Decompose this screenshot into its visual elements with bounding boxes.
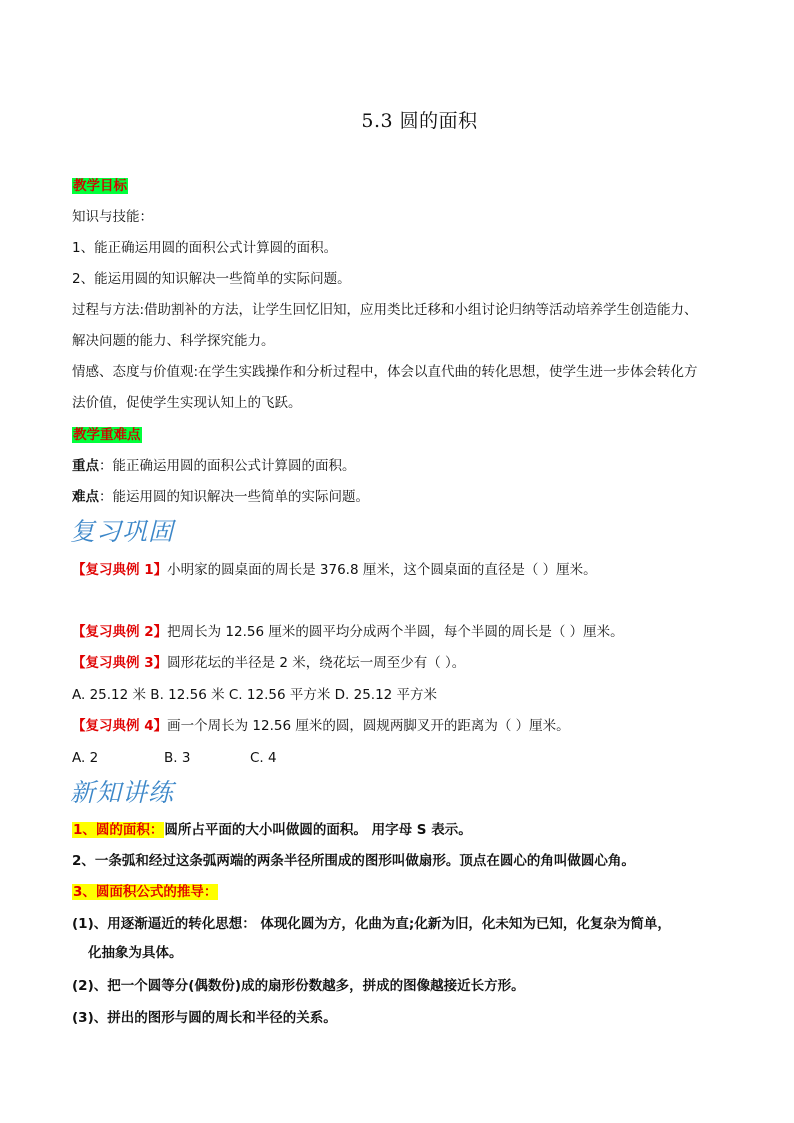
new-point-3-label: 3、圆面积公式的推导：	[73, 884, 218, 900]
hard-point-label: 难点	[72, 489, 99, 505]
process-line-2: 解决问题的能力、科学探究能力。	[72, 333, 275, 349]
new-point-2: 2、一条弧和经过这条弧两端的两条半径所围成的图形叫做扇形。顶点在圆心的角叫做圆心角。	[72, 853, 635, 869]
new-point-4-line-2: 化抽象为具体。	[88, 945, 183, 961]
page-title: 5.3 圆的面积	[361, 110, 478, 132]
key-point-label: 重点	[72, 458, 99, 474]
new-point-6: (3)、拼出的图形与圆的周长和半径的关系。	[72, 1010, 337, 1026]
process-line-1: 过程与方法:借助割补的方法，让学生回忆旧知，应用类比迁移和小组讨论归纳等活动培养学生创造能力、	[72, 302, 698, 318]
hard-point	[72, 487, 369, 507]
new-point-3	[72, 882, 218, 902]
emotion-line-2: 法价值，促使学生实现认知上的飞跃。	[72, 395, 302, 411]
new-point-1	[72, 820, 472, 840]
review-example-3-text: 圆形花坛的半径是 2 米，绕花坛一周至少有（ ）。	[167, 655, 466, 671]
key-point-text: ：能正确运用圆的面积公式计算圆的面积。	[99, 458, 356, 474]
key-point	[72, 456, 356, 476]
review-example-4-text: 画一个周长为 12.56 厘米的圆，圆规两脚叉开的距离为（ ）厘米。	[167, 718, 570, 734]
review-example-2-text: 把周长为 12.56 厘米的圆平均分成两个半圆，每个半圆的周长是（ ）厘米。	[167, 624, 624, 640]
review-example-1	[72, 560, 597, 580]
review-example-1-label: 【复习典例 1】	[72, 562, 168, 578]
newknow-heading: 新知讲练	[70, 778, 175, 807]
review-example-4-label: 【复习典例 4】	[72, 718, 168, 734]
option-a: A. 2	[72, 750, 99, 766]
new-point-1-text: 圆所占平面的大小叫做圆的面积。 用字母 S 表示。	[164, 822, 472, 838]
review-example-2	[72, 622, 624, 642]
goals-heading: 教学目标	[73, 178, 127, 194]
new-point-5: (2)、把一个圆等分(偶数份)成的扇形份数越多，拼成的图像越接近长方形。	[72, 978, 525, 994]
option-b: B. 3	[164, 750, 191, 766]
hard-point-text: ：能运用圆的知识解决一些简单的实际问题。	[99, 489, 369, 505]
review-heading: 复习巩固	[70, 517, 175, 546]
review-example-3	[72, 653, 465, 673]
review-example-1-text: 小明家的圆桌面的周长是 376.8 厘米，这个圆桌面的直径是（ ）厘米。	[167, 562, 597, 578]
review-example-2-label: 【复习典例 2】	[72, 624, 168, 640]
keypoints-heading-row	[72, 425, 142, 445]
knowledge-label: 知识与技能：	[72, 209, 153, 225]
review-example-3-label: 【复习典例 3】	[72, 655, 168, 671]
review-example-4-options	[72, 748, 277, 768]
new-point-4-line-1: (1)、用逐渐逼近的转化思想： 体现化圆为方，化曲为直;化新为旧，化未知为已知，化复杂为简单，	[72, 916, 671, 932]
review-example-3-options: A. 25.12 米 B. 12.56 米 C. 12.56 平方米 D. 25.12 平方米	[72, 687, 438, 703]
review-example-4	[72, 716, 570, 736]
goal-item-2: 2、能运用圆的知识解决一些简单的实际问题。	[72, 271, 351, 287]
option-c: C. 4	[250, 750, 277, 766]
goals-heading-row	[72, 176, 128, 196]
emotion-line-1: 情感、态度与价值观:在学生实践操作和分析过程中，体会以直代曲的转化思想，使学生进一步体会转化方	[72, 364, 698, 380]
goal-item-1: 1、能正确运用圆的面积公式计算圆的面积。	[72, 240, 338, 256]
keypoints-heading: 教学重难点	[73, 427, 141, 443]
new-point-1-label: 1、圆的面积：	[73, 822, 164, 838]
